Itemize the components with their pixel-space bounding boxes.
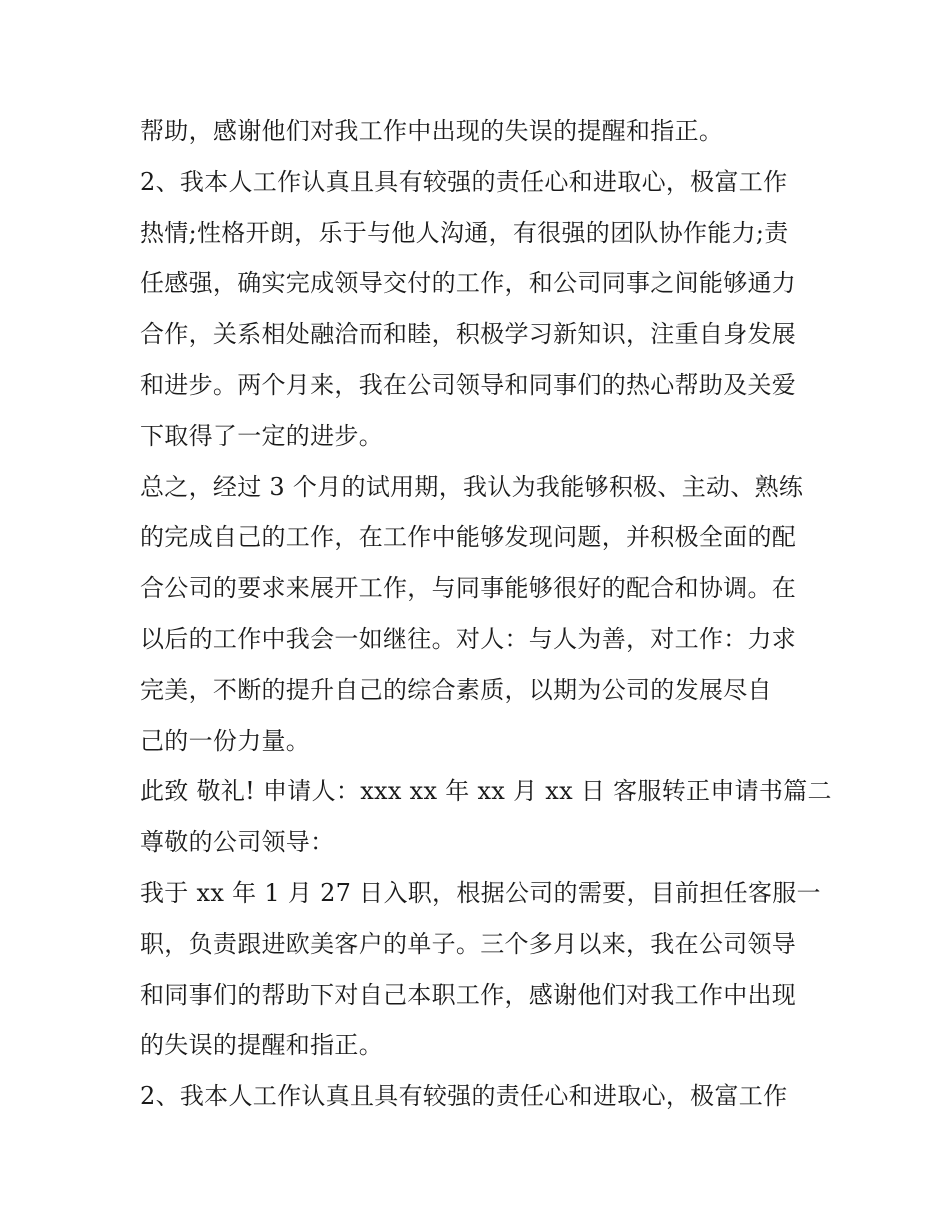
text-line: 尊敬的公司领导： xyxy=(140,828,335,857)
text-line: 职，负责跟进欧美客户的单子。三个多月以来，我在公司领导 xyxy=(140,929,797,958)
text-line: 己的一份力量。 xyxy=(140,726,311,755)
text-line: 的完成自己的工作，在工作中能够发现问题，并积极全面的配 xyxy=(140,523,797,552)
text-line: 帮助，感谢他们对我工作中出现的失误的提醒和指正。 xyxy=(140,117,724,145)
text-line: 我于 xx 年 1 月 27 日入职，根据公司的需要，目前担任客服一 xyxy=(140,878,821,907)
text-line: 的失误的提醒和指正。 xyxy=(140,1031,383,1060)
text-line: 下取得了一定的进步。 xyxy=(140,421,383,450)
text-line: 合公司的要求来展开工作，与同事能够很好的配合和协调。在 xyxy=(140,574,797,603)
text-line: 和同事们的帮助下对自己本职工作，感谢他们对我工作中出现 xyxy=(140,980,797,1009)
text-line: 完美，不断的提升自己的综合素质，以期为公司的发展尽自 xyxy=(140,675,772,704)
text-line: 热情;性格开朗，乐于与他人沟通，有很强的团队协作能力;责 xyxy=(140,218,789,247)
document-body xyxy=(140,106,832,1122)
text-line: 2、我本人工作认真且具有较强的责任心和进取心，极富工作 xyxy=(140,1082,788,1111)
text-line: 此致 敬礼! 申请人：xxx xx 年 xx 月 xx 日 客服转正申请书篇二 xyxy=(140,777,832,806)
text-line: 任感强，确实完成领导交付的工作，和公司同事之间能够通力 xyxy=(140,269,797,298)
text-line: 合作，关系相处融洽而和睦，积极学习新知识，注重自身发展 xyxy=(140,320,797,349)
text-line: 2、我本人工作认真且具有较强的责任心和进取心，极富工作 xyxy=(140,167,788,196)
text-line: 以后的工作中我会一如继往。对人：与人为善，对工作：力求 xyxy=(140,624,797,653)
text-line: 总之，经过 3 个月的试用期，我认为我能够积极、主动、熟练 xyxy=(140,472,804,501)
text-line: 和进步。两个月来，我在公司领导和同事们的热心帮助及关爱 xyxy=(140,370,797,399)
